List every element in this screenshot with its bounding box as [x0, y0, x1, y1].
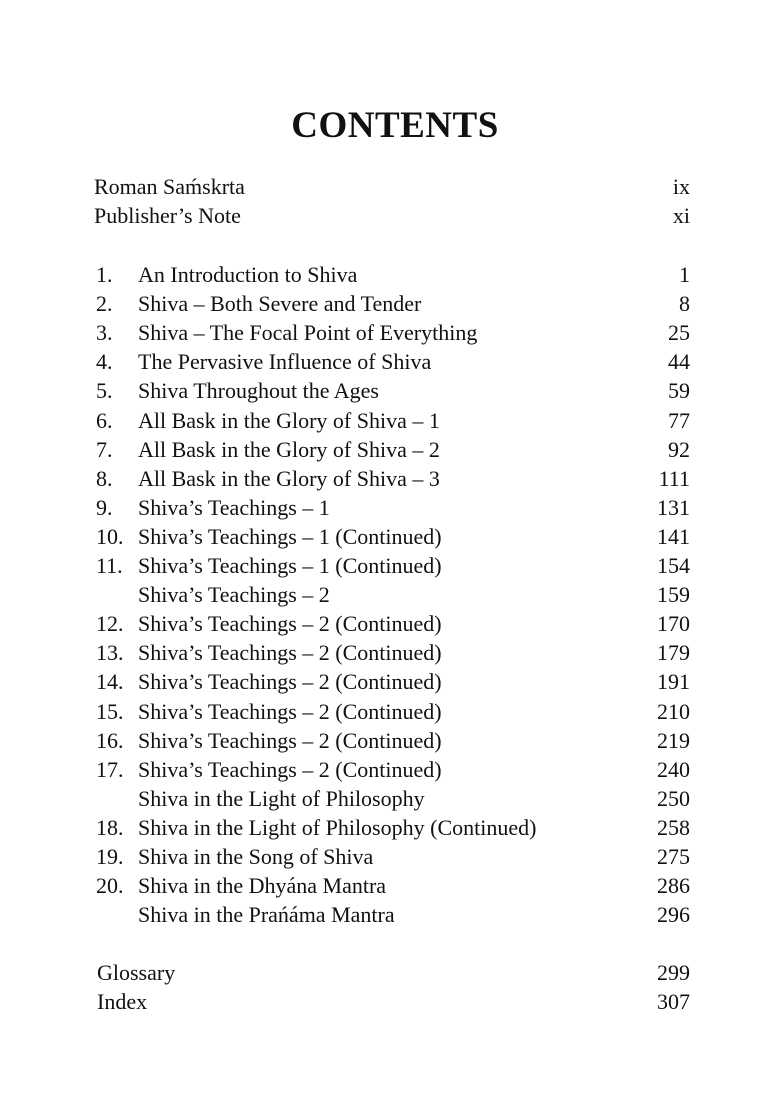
page-title: CONTENTS [291, 105, 499, 146]
toc-entry-title: Shiva – Both Severe and Tender [138, 291, 422, 317]
toc-entry [0, 842, 780, 872]
toc-entry-number: 8. [96, 465, 113, 491]
toc-entry-page-number: 286 [657, 873, 690, 899]
toc-entry-number: 13. [96, 640, 124, 666]
toc-entry [0, 667, 780, 697]
toc-entry [0, 289, 780, 319]
toc-entry-number: 9. [96, 494, 113, 520]
toc-entry [0, 900, 780, 930]
toc-entry [0, 784, 780, 814]
toc-entry-title: All Bask in the Glory of Shiva – 1 [138, 407, 440, 433]
toc-entry-page-number: 44 [668, 349, 690, 375]
toc-entry-page-number: 8 [679, 291, 690, 317]
toc-entry [0, 376, 780, 406]
toc-entry-title: Shiva – The Focal Point of Everything [138, 320, 478, 346]
toc-entry-page-number: 179 [657, 640, 690, 666]
toc-entry-number: 17. [96, 756, 124, 782]
toc-entry-page-number: 296 [657, 902, 690, 928]
toc-entry [0, 260, 780, 290]
toc-entry-title: Shiva in the Prańáma Mantra [138, 902, 395, 928]
toc-entry-number: 2. [96, 291, 113, 317]
toc-entry-title: Shiva Throughout the Ages [138, 378, 379, 404]
toc-entry-title: The Pervasive Influence of Shiva [138, 349, 432, 375]
toc-entry [0, 697, 780, 727]
toc-entry-page-number: 299 [657, 960, 690, 985]
toc-entry-number: 3. [96, 320, 113, 346]
toc-entry-title: All Bask in the Glory of Shiva – 2 [138, 436, 440, 462]
toc-entry-page-number: 240 [657, 756, 690, 782]
toc-entry-number: 16. [96, 727, 124, 753]
toc-entry-number: 11. [96, 553, 123, 578]
toc-entry-page-number: 92 [668, 436, 690, 462]
toc-entry-title: Shiva in the Light of Philosophy [138, 785, 425, 811]
toc-entry-title: Shiva’s Teachings – 1 (Continued) [138, 523, 442, 549]
toc-entry-page-number: 307 [657, 989, 690, 1015]
toc-entry [0, 318, 780, 348]
toc-entry [0, 347, 780, 377]
toc-entry-title: All Bask in the Glory of Shiva – 3 [138, 465, 440, 491]
toc-entry-title: Shiva’s Teachings – 2 [138, 582, 330, 608]
toc-entry-number: 1. [96, 262, 113, 287]
toc-entry-page-number: 210 [657, 698, 690, 724]
toc-entry-page-number: 170 [657, 611, 690, 637]
toc-entry-page-number: 258 [657, 814, 690, 840]
toc-entry [0, 406, 780, 436]
toc-entry-page-number: xi [672, 203, 690, 229]
toc-entry-number: 19. [96, 844, 124, 869]
toc-entry-title: Shiva in the Dhyána Mantra [138, 873, 387, 899]
toc-entry-title: Shiva’s Teachings – 1 (Continued) [138, 553, 442, 578]
toc-entry-title: Shiva’s Teachings – 2 (Continued) [138, 698, 442, 724]
toc-entry-page-number: 250 [657, 785, 690, 811]
toc-entry [0, 755, 780, 785]
toc-entry-number: 7. [96, 436, 113, 462]
toc-entry [0, 201, 780, 231]
toc-entry-page-number: ix [672, 174, 690, 199]
toc-entry [0, 464, 780, 494]
toc-entry-page-number: 77 [668, 407, 690, 433]
toc-entry-page-number: 275 [657, 844, 690, 869]
toc-entry-page-number: 154 [657, 553, 690, 578]
toc-entry-title: Glossary [97, 960, 176, 985]
toc-entry-page-number: 219 [657, 727, 690, 753]
toc-entry [0, 580, 780, 610]
toc-entry-title: Shiva’s Teachings – 2 (Continued) [138, 669, 442, 695]
toc-entry [0, 813, 780, 843]
toc-entry-page-number: 141 [657, 523, 690, 549]
toc-entry-title: Index [97, 989, 148, 1015]
toc-entry-page-number: 131 [657, 494, 690, 520]
toc-entry-title: Shiva’s Teachings – 2 (Continued) [138, 611, 442, 637]
toc-entry [0, 609, 780, 639]
toc-entry-page-number: 191 [657, 669, 690, 695]
toc-entry-number: 6. [96, 407, 113, 433]
toc-entry-number: 20. [96, 873, 124, 899]
toc-entry [0, 958, 780, 988]
toc-entry [0, 522, 780, 552]
toc-entry-number: 10. [96, 523, 124, 549]
toc-entry-number: 5. [96, 378, 113, 404]
toc-entry-number: 14. [96, 669, 124, 695]
toc-entry [0, 172, 780, 202]
toc-entry-number: 18. [96, 814, 124, 840]
toc-entry-title: Publisher’s Note [94, 203, 241, 229]
toc-entry-page-number: 111 [658, 465, 690, 491]
toc-entry-number: 12. [96, 611, 124, 637]
toc-entry-page-number: 59 [668, 378, 690, 404]
toc-entry [0, 987, 780, 1017]
toc-entry [0, 435, 780, 465]
toc-entry-title: Shiva’s Teachings – 2 (Continued) [138, 756, 442, 782]
toc-entry-title: Shiva’s Teachings – 2 (Continued) [138, 727, 442, 753]
toc-entry-title: Shiva in the Song of Shiva [138, 844, 374, 869]
toc-entry-page-number: 159 [657, 582, 690, 608]
toc-entry-title: Shiva’s Teachings – 1 [138, 494, 330, 520]
toc-entry-title: An Introduction to Shiva [138, 262, 358, 287]
toc-entry-page-number: 1 [679, 262, 690, 287]
toc-entry [0, 638, 780, 668]
toc-entry [0, 871, 780, 901]
toc-entry-number: 15. [96, 698, 124, 724]
toc-entry [0, 551, 780, 581]
toc-entry-title: Shiva’s Teachings – 2 (Continued) [138, 640, 442, 666]
toc-entry-title: Roman Saḿskrta [94, 174, 245, 199]
toc-entry [0, 726, 780, 756]
toc-entry-number: 4. [96, 349, 113, 375]
toc-entry-page-number: 25 [668, 320, 690, 346]
toc-entry [0, 493, 780, 523]
toc-entry-title: Shiva in the Light of Philosophy (Continued) [138, 814, 537, 840]
